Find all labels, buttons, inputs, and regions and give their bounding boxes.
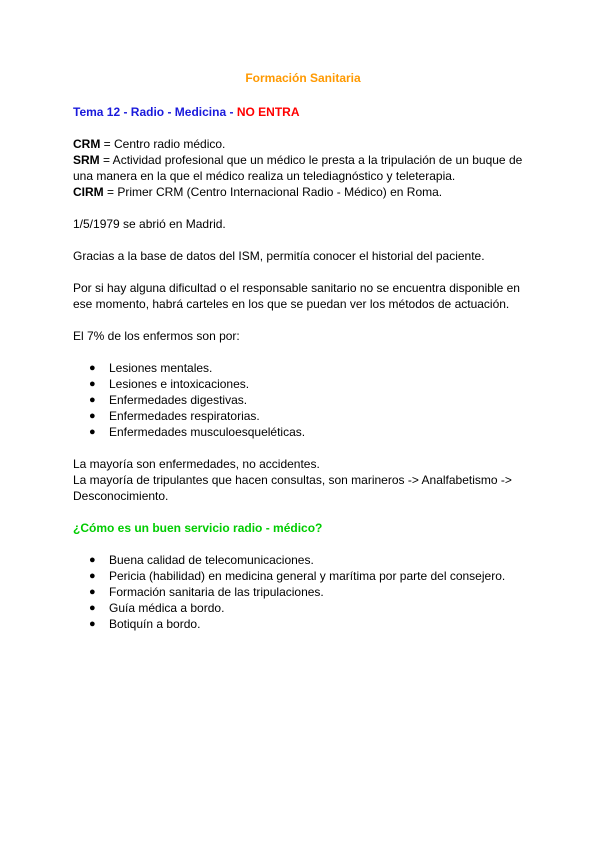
crew-line: La mayoría de tripulantes que hacen consultas, son marineros -> Analfabetismo -> Desconocimiento. <box>73 473 512 503</box>
bullet-icon: ● <box>89 378 96 390</box>
majority-line: La mayoría son enfermedades, no accidentes. <box>73 457 320 471</box>
list-item-text: Buena calidad de telecomunicaciones. <box>109 553 314 567</box>
bullet-icon: ● <box>89 586 96 598</box>
list-item-text: Lesiones mentales. <box>109 361 213 375</box>
list-item-text: Botiquín a bordo. <box>109 617 201 631</box>
topic-highlight: NO ENTRA <box>236 105 300 119</box>
list-item-text: Enfermedades respiratorias. <box>109 409 260 423</box>
section-question-heading: ¿Cómo es un buen servicio radio - médico? <box>73 521 323 535</box>
list-item-text: Enfermedades digestivas. <box>109 393 248 407</box>
topic-heading <box>73 104 299 120</box>
list-item <box>73 392 305 408</box>
list-item-text: Pericia (habilidad) en medicina general y marítima por parte del consejero. <box>109 569 506 583</box>
definition-term: CRM <box>73 137 101 151</box>
bullet-icon: ● <box>89 362 96 374</box>
definition-text: = Primer CRM (Centro Internacional Radio - Médico) en Roma. <box>103 185 443 199</box>
definitions-block <box>73 136 533 200</box>
difficulty-paragraph: Por si hay alguna dificultad o el responsable sanitario no se encuentra disponible en ese momento, habrá carteles en los que se puedan ver los métodos de actuación. <box>73 281 520 311</box>
definition-srm <box>73 152 533 184</box>
list-item <box>73 584 505 600</box>
list-item-text: Guía médica a bordo. <box>109 601 225 615</box>
date-paragraph: 1/5/1979 se abrió en Madrid. <box>73 217 226 231</box>
list-item <box>73 408 305 424</box>
definition-cirm <box>73 184 533 200</box>
bullet-icon: ● <box>89 570 96 582</box>
definition-text: = Actividad profesional que un médico le presta a la tripulación de un buque de una manera en la que el médico realiza un telediagnóstico y teleterapia. <box>73 153 523 183</box>
list-item <box>73 600 505 616</box>
bullet-icon: ● <box>89 394 96 406</box>
definition-crm <box>73 136 533 152</box>
definition-term: SRM <box>73 153 100 167</box>
list-item-text: Lesiones e intoxicaciones. <box>109 377 250 391</box>
bullet-icon: ● <box>89 554 96 566</box>
bullet-icon: ● <box>89 602 96 614</box>
list-item <box>73 360 305 376</box>
list-item-text: Enfermedades musculoesqueléticas. <box>109 425 306 439</box>
document-title: Formación Sanitaria <box>245 71 361 85</box>
bullet-icon: ● <box>89 426 96 438</box>
qualities-list <box>73 552 505 632</box>
list-item <box>73 616 505 632</box>
causes-list <box>73 360 305 440</box>
list-item <box>73 424 305 440</box>
majority-block <box>73 456 533 504</box>
list-item <box>73 376 305 392</box>
percent-paragraph: El 7% de los enfermos son por: <box>73 329 240 343</box>
list-item-text: Formación sanitaria de las tripulaciones. <box>109 585 324 599</box>
definition-text: = Centro radio médico. <box>100 137 226 151</box>
definition-term: CIRM <box>73 185 104 199</box>
topic-main: Tema 12 - Radio - Medicina - <box>73 105 237 119</box>
list-item <box>73 552 505 568</box>
ism-paragraph: Gracias a la base de datos del ISM, permitía conocer el historial del paciente. <box>73 249 485 263</box>
list-item <box>73 568 505 584</box>
bullet-icon: ● <box>89 618 96 630</box>
bullet-icon: ● <box>89 410 96 422</box>
